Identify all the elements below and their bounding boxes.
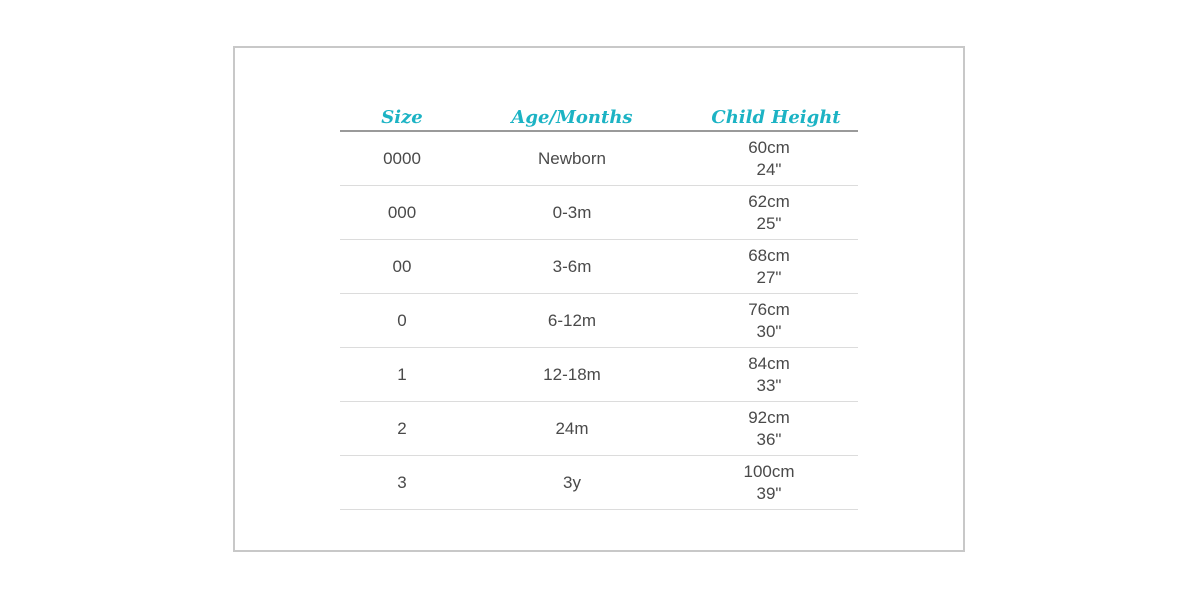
height-cell <box>680 240 858 294</box>
height-cm: 62cm <box>748 191 790 211</box>
height-in: 30" <box>756 321 782 341</box>
height-cell <box>680 131 858 186</box>
age-cell: 0-3m <box>464 186 680 240</box>
size-cell: 0000 <box>340 131 464 186</box>
height-cm: 60cm <box>748 137 790 157</box>
height-in: 27" <box>756 267 782 287</box>
height-cm: 76cm <box>748 299 790 319</box>
size-cell: 1 <box>340 348 464 402</box>
height-in: 39" <box>756 483 782 503</box>
size-cell: 0 <box>340 294 464 348</box>
age-cell: 6-12m <box>464 294 680 348</box>
header-row <box>340 100 858 131</box>
height-cell <box>680 402 858 456</box>
height-cell <box>680 294 858 348</box>
size-chart-table <box>340 100 858 510</box>
height-cell <box>680 348 858 402</box>
height-cm: 84cm <box>748 353 790 373</box>
height-cell <box>680 186 858 240</box>
height-cm: 92cm <box>748 407 790 427</box>
table-row <box>340 186 858 240</box>
table-row <box>340 240 858 294</box>
age-cell: 3y <box>464 456 680 510</box>
age-cell: 12-18m <box>464 348 680 402</box>
header-size: Size <box>340 100 464 131</box>
table-row <box>340 348 858 402</box>
height-cm: 68cm <box>748 245 790 265</box>
header-child-height: Child Height <box>680 100 858 131</box>
height-cell <box>680 456 858 510</box>
table-row <box>340 294 858 348</box>
height-in: 36" <box>756 429 782 449</box>
table-row <box>340 456 858 510</box>
height-in: 33" <box>756 375 782 395</box>
size-cell: 000 <box>340 186 464 240</box>
size-cell: 2 <box>340 402 464 456</box>
age-cell: 24m <box>464 402 680 456</box>
table-row <box>340 402 858 456</box>
size-cell: 3 <box>340 456 464 510</box>
table-row <box>340 131 858 186</box>
height-cm: 100cm <box>743 461 795 481</box>
header-age-months: Age/Months <box>464 100 680 131</box>
size-cell: 00 <box>340 240 464 294</box>
height-in: 25" <box>756 213 782 233</box>
age-cell: Newborn <box>464 131 680 186</box>
age-cell: 3-6m <box>464 240 680 294</box>
height-in: 24" <box>756 159 782 179</box>
